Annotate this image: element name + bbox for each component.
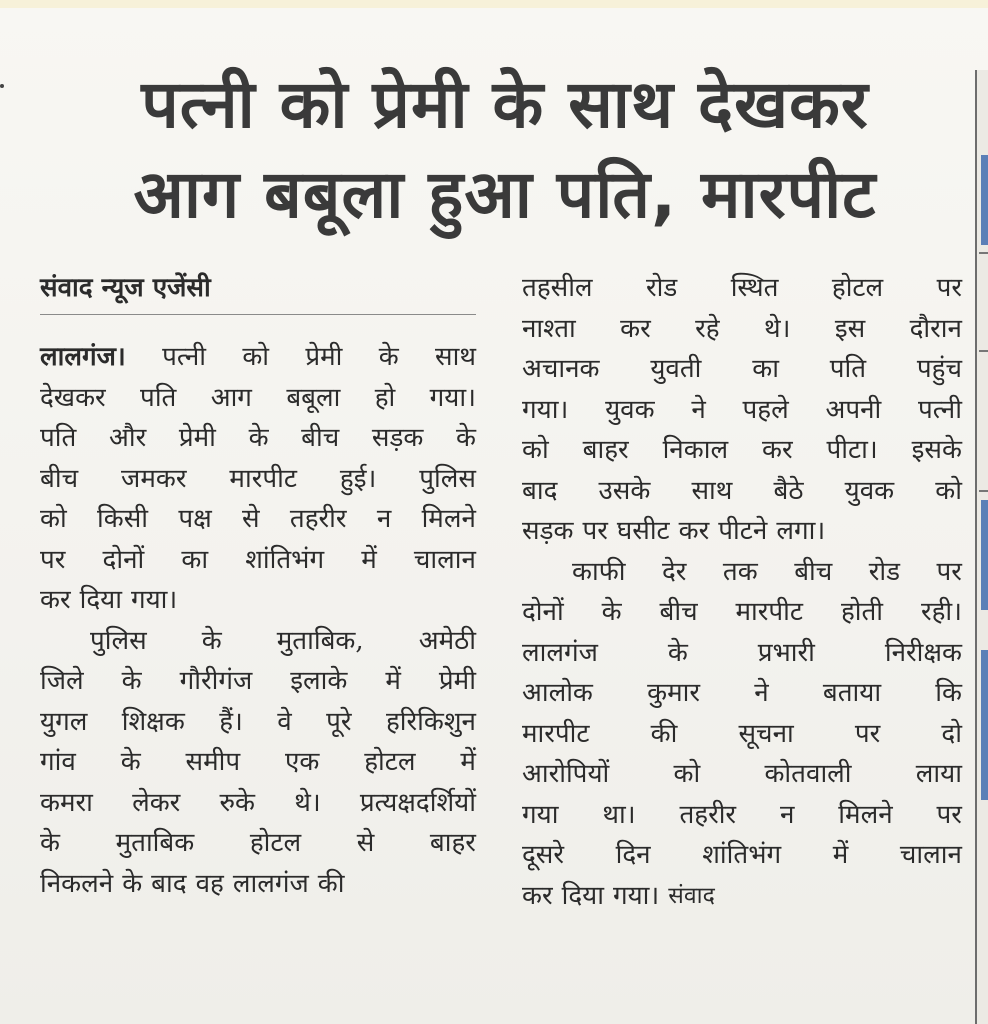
word: होटल — [831, 273, 884, 303]
word: देखकर — [40, 382, 106, 413]
word: दूसरे — [522, 840, 565, 870]
word: युवती — [650, 354, 702, 384]
word: शांतिभंग — [245, 544, 325, 575]
word: पर — [854, 718, 881, 749]
blue-strip-segment — [981, 500, 988, 610]
article-line — [522, 349, 962, 390]
word: वह — [195, 868, 224, 899]
word: सड़क — [522, 516, 574, 546]
word: पर — [936, 556, 962, 587]
word: काफी — [572, 556, 626, 587]
word: युवक — [844, 475, 895, 506]
word: के — [667, 637, 688, 668]
word: गया। — [522, 394, 569, 425]
strip-tick — [979, 252, 988, 254]
word: होती — [840, 597, 884, 627]
article-line — [40, 742, 476, 783]
word: युवक — [605, 394, 655, 425]
strip-tick — [979, 490, 988, 492]
word: दौरान — [909, 313, 962, 344]
word: बाहर — [582, 435, 629, 465]
word: किसी — [97, 504, 149, 534]
word: प्रेमी — [178, 423, 216, 453]
word: स्थित — [730, 273, 779, 303]
strip-tick — [979, 350, 988, 352]
right-column-body — [522, 268, 962, 916]
word: गया — [522, 799, 559, 830]
word: मारपीट — [229, 463, 297, 494]
word: तहसील — [522, 273, 593, 303]
word: अपनी — [825, 394, 882, 425]
word: पति — [40, 423, 77, 453]
word: पहले — [742, 394, 789, 425]
article-line — [40, 499, 476, 540]
word: में — [460, 747, 476, 777]
word: रही। — [920, 597, 962, 627]
article-line — [522, 390, 962, 431]
word: को — [242, 342, 270, 372]
word: वे — [277, 706, 292, 737]
word: दो — [941, 718, 962, 749]
word: हो — [374, 382, 396, 413]
word: कर — [762, 435, 793, 465]
word: के — [121, 666, 142, 696]
article-line — [522, 511, 962, 552]
word: में — [361, 544, 377, 575]
word: बीच — [794, 556, 833, 587]
article-line — [522, 309, 962, 350]
word: गांव — [40, 747, 76, 777]
word: होटल — [364, 747, 416, 777]
word: पहुंच — [916, 354, 962, 384]
word: रोड — [868, 556, 901, 587]
article-line — [40, 540, 476, 581]
word: को — [522, 435, 549, 465]
word: तक — [722, 556, 758, 587]
word: दोनों — [522, 597, 564, 627]
word: ने — [691, 394, 706, 425]
word: कमरा — [40, 787, 93, 818]
word: दिया — [561, 880, 604, 911]
word: लालगंज — [232, 868, 309, 899]
word: दिन — [615, 840, 651, 870]
word: प्रभारी — [757, 637, 815, 668]
word: इस — [834, 313, 866, 344]
word: न — [779, 799, 795, 830]
word: पत्नी — [162, 342, 207, 372]
word: जिले — [40, 666, 84, 696]
signoff: संवाद — [668, 882, 715, 909]
headline-line-2: आग बबूला हुआ पति, मारपीट — [133, 156, 877, 233]
word: से — [356, 828, 375, 858]
word: घसीट — [616, 516, 670, 546]
word: सड़क — [371, 423, 424, 453]
word: नाश्ता — [522, 313, 576, 344]
word: बैठे — [773, 475, 804, 506]
word: को — [673, 759, 701, 789]
word: चालान — [413, 544, 476, 575]
word: कर — [40, 585, 71, 615]
word: गया। — [130, 585, 178, 615]
word: उसके — [598, 475, 651, 506]
word: बाद — [151, 868, 187, 899]
article-column-left — [40, 268, 476, 904]
article-line — [40, 580, 476, 621]
article-line — [522, 714, 962, 755]
word: की — [650, 718, 678, 749]
word: बताया — [822, 678, 882, 708]
article-line — [522, 876, 962, 917]
word: बीच — [40, 463, 79, 494]
word: तहरीर — [289, 504, 347, 534]
word: के — [248, 423, 269, 453]
word: लगा। — [776, 516, 826, 546]
word: युगल — [40, 706, 88, 737]
word: रोड — [646, 273, 678, 303]
word: पीटने — [718, 516, 768, 546]
word: पक्ष — [178, 504, 212, 534]
word: कर — [522, 880, 553, 911]
article-line — [522, 268, 962, 309]
word: निरीक्षक — [884, 637, 962, 668]
word: इसके — [911, 435, 962, 465]
word: में — [832, 840, 849, 870]
article-line — [40, 378, 476, 419]
word: शांतिभंग — [702, 840, 782, 870]
article-line — [40, 661, 476, 702]
word: साथ — [691, 475, 733, 506]
word: के — [378, 342, 399, 372]
word: थे। — [294, 787, 321, 818]
word: कि — [935, 678, 962, 708]
word: बाहर — [429, 828, 476, 858]
word: और — [108, 423, 147, 453]
word: मिलने — [421, 504, 476, 534]
word: मुताबिक — [115, 828, 195, 858]
word: हैं। — [219, 706, 243, 737]
word: इलाके — [290, 666, 348, 696]
word: दिया — [79, 585, 122, 615]
word: बबूला — [286, 382, 341, 413]
article-line — [40, 823, 476, 864]
word: चालान — [899, 840, 962, 870]
word: मिलने — [838, 799, 893, 830]
article-line — [522, 835, 962, 876]
word: रहे — [695, 313, 720, 344]
byline: संवाद न्यूज एजेंसी — [40, 268, 476, 315]
article-line — [40, 418, 476, 459]
word: को — [40, 504, 67, 534]
word: में — [385, 666, 401, 696]
headline — [40, 60, 970, 240]
article-line — [522, 430, 962, 471]
article-line — [40, 864, 476, 905]
article-line — [522, 673, 962, 714]
article-line — [522, 754, 962, 795]
word: बाद — [522, 475, 558, 506]
word: निकाल — [662, 435, 729, 465]
word: के — [456, 423, 476, 453]
article-line — [522, 471, 962, 512]
word: कुमार — [647, 678, 700, 708]
word: थे। — [764, 313, 791, 344]
word: मारपीट — [735, 597, 804, 627]
word: का — [181, 544, 209, 575]
word: पीटा। — [826, 435, 878, 465]
word: होटल — [249, 828, 302, 858]
word: पत्नी — [918, 394, 962, 425]
word: हरिकिशुन — [385, 706, 476, 737]
word: था। — [602, 799, 636, 830]
word: पुलिस — [419, 463, 476, 494]
word: ने — [754, 678, 769, 708]
word: गया। — [429, 382, 476, 413]
word: प्रेमी — [438, 666, 476, 696]
word: हुई। — [339, 463, 377, 494]
word: गौरीगंज — [179, 666, 253, 696]
word: को — [935, 475, 962, 506]
word: तहरीर — [679, 799, 737, 830]
word: शिक्षक — [121, 706, 185, 737]
word: लालगंज — [522, 637, 598, 668]
word: के — [122, 868, 143, 899]
word: देर — [661, 556, 687, 587]
word: के — [40, 828, 60, 858]
word: पति — [829, 354, 867, 384]
article-line — [522, 552, 962, 593]
article-line — [522, 592, 962, 633]
word: आग — [210, 382, 252, 413]
article-line — [40, 337, 476, 378]
dateline: लालगंज। — [40, 342, 126, 372]
word: अमेठी — [418, 625, 476, 656]
blue-strip-segment — [981, 650, 988, 800]
word: पर — [582, 516, 608, 546]
word: पर — [936, 799, 962, 830]
article-line — [40, 783, 476, 824]
word: मारपीट — [522, 718, 590, 749]
article-line — [40, 621, 476, 662]
top-band — [0, 0, 988, 8]
article-line — [40, 459, 476, 500]
word: एक — [285, 747, 320, 777]
word: पति — [140, 382, 177, 413]
word: लेकर — [132, 787, 181, 818]
word: दोनों — [102, 544, 145, 575]
word: आरोपियों — [522, 759, 610, 789]
left-column-body — [40, 337, 476, 904]
word: कर — [620, 313, 651, 344]
word: कर — [678, 516, 710, 546]
word: न — [376, 504, 392, 534]
adjacent-column-edge — [975, 70, 988, 1024]
article-line — [522, 633, 962, 674]
word: रुके — [219, 787, 256, 818]
word: पुलिस — [90, 625, 147, 656]
word: निकलने — [40, 868, 114, 899]
margin-dot — [0, 84, 4, 88]
word: जमकर — [121, 463, 187, 494]
word: समीप — [185, 747, 241, 777]
word: के — [201, 625, 222, 656]
word: प्रत्यक्षदर्शियों — [359, 787, 476, 818]
article-column-right — [522, 268, 962, 916]
word: पर — [40, 544, 66, 575]
word: प्रेमी — [305, 342, 343, 372]
word: का — [752, 354, 779, 384]
word: लाया — [915, 759, 962, 789]
word: पर — [936, 273, 962, 303]
word: बीच — [659, 597, 698, 627]
word: की — [317, 868, 345, 899]
word: बीच — [301, 423, 340, 453]
headline-line-1: पत्नी को प्रेमी के साथ देखकर — [141, 66, 869, 143]
word: साथ — [435, 342, 476, 372]
word: से — [242, 504, 260, 534]
article-line — [522, 795, 962, 836]
word: सूचना — [738, 718, 794, 749]
word: गया। — [612, 880, 660, 911]
word: कोतवाली — [764, 759, 852, 789]
word: पूरे — [326, 706, 352, 737]
article-line — [40, 702, 476, 743]
word: के — [120, 747, 141, 777]
word: के — [601, 597, 622, 627]
blue-strip-segment — [981, 155, 988, 245]
word: अचानक — [522, 354, 600, 384]
word: मुताबिक, — [276, 625, 364, 656]
word: आलोक — [522, 678, 593, 708]
